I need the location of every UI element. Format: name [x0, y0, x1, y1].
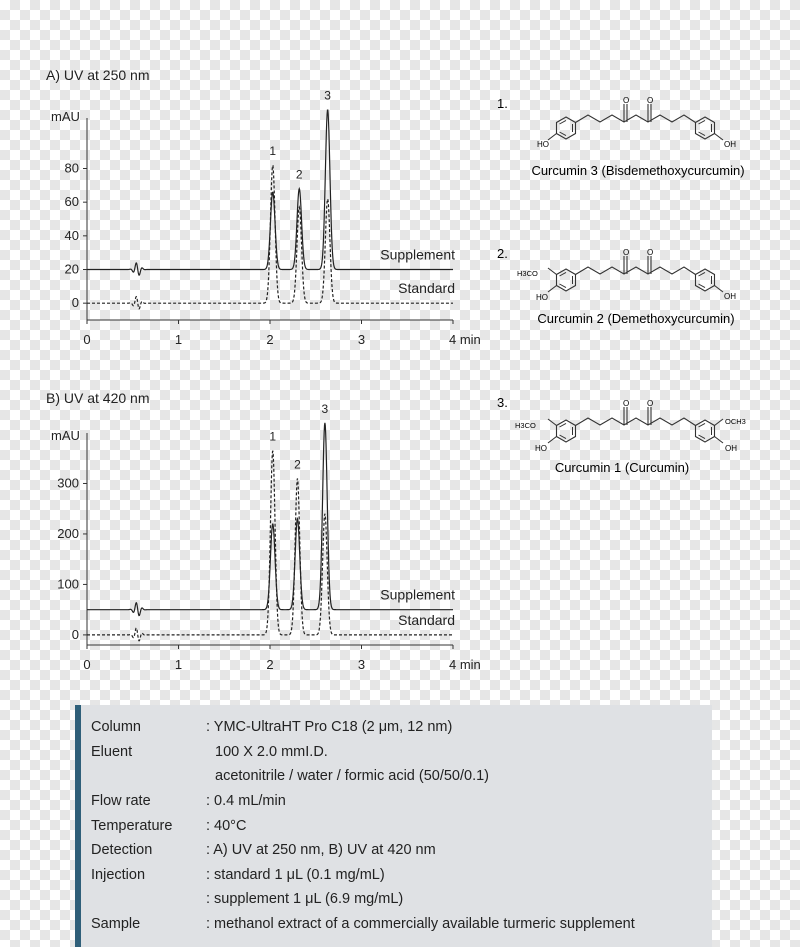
conditions-row: [91, 863, 712, 888]
carbonyl-label: O: [647, 96, 654, 105]
peak-label: 3: [321, 401, 329, 416]
x-tick-label: 0: [83, 657, 91, 672]
conditions-key: Flow rate: [91, 793, 151, 810]
structure-number: 2.: [497, 246, 508, 261]
conditions-row: [91, 813, 712, 838]
x-tick-label: 3: [357, 332, 366, 347]
structure-label: Curcumin 1 (Curcumin): [554, 460, 690, 475]
y-tick-label: 0: [71, 295, 79, 311]
conditions-row: [91, 789, 712, 814]
y-tick-label: 0: [71, 626, 79, 642]
x-tick-label: 4 min: [449, 657, 481, 672]
molecule-drawing: [548, 407, 723, 443]
peak-label: 2: [294, 457, 301, 472]
peak-label: 1: [269, 144, 277, 159]
conditions-value: : methanol extract of a commercially available turmeric supplement: [206, 916, 635, 933]
conditions-value: : 0.4 mL/min: [206, 793, 286, 810]
group-label: HO: [536, 293, 548, 302]
series-label: Standard: [398, 611, 455, 628]
conditions-key: Column: [91, 719, 141, 736]
series-label: Supplement: [380, 246, 455, 263]
y-tick-label: 200: [57, 525, 79, 541]
structure-number: 3.: [497, 395, 508, 410]
molecule-drawing: [548, 256, 723, 292]
conditions-value: 100 X 2.0 mmI.D.: [215, 743, 328, 760]
series-label: Standard: [398, 280, 455, 297]
conditions-row: [91, 715, 712, 740]
structure-label: Curcumin 3 (Bisdemethoxycurcumin): [531, 163, 745, 178]
group-label: OCH3: [725, 417, 746, 426]
peak-label: 2: [295, 167, 303, 182]
y-tick-label: 100: [57, 576, 79, 592]
group-label: HO: [535, 444, 547, 453]
conditions-value: : A) UV at 250 nm, B) UV at 420 nm: [206, 842, 436, 859]
x-tick-label: 3: [357, 657, 366, 672]
group-label: OH: [725, 444, 737, 453]
conditions-value: : YMC-UltraHT Pro C18 (2 μm, 12 nm): [206, 719, 453, 736]
conditions-key: Injection: [91, 866, 146, 883]
conditions-key: Detection: [91, 842, 153, 859]
conditions-row: [91, 740, 712, 765]
chromatogram-b: [46, 390, 481, 672]
structure-2: [497, 246, 736, 326]
x-tick-label: 4 min: [449, 332, 481, 347]
chart-title: B) UV at 420 nm: [46, 390, 150, 406]
conditions-row: [91, 887, 712, 912]
carbonyl-label: O: [647, 399, 654, 408]
carbonyl-label: O: [647, 248, 654, 257]
y-tick-label: 20: [64, 261, 79, 277]
conditions-row: [91, 912, 712, 937]
x-tick-label: 0: [83, 332, 91, 347]
carbonyl-label: O: [623, 248, 630, 257]
structure-number: 1.: [497, 96, 508, 111]
y-axis-label: mAU: [51, 109, 80, 124]
series-label: Supplement: [380, 586, 455, 603]
structure-3: [497, 395, 746, 475]
group-label: OH: [724, 292, 736, 301]
conditions-key: Sample: [91, 916, 141, 933]
peak-label: 3: [324, 88, 331, 103]
group-label: H3CO: [515, 421, 536, 430]
molecule-drawing: [548, 104, 723, 140]
y-tick-label: 40: [64, 227, 79, 243]
group-label: HO: [537, 140, 549, 149]
conditions-key: Eluent: [91, 743, 133, 760]
y-axis-label: mAU: [51, 428, 80, 443]
structure-label: Curcumin 2 (Demethoxycurcumin): [537, 311, 735, 326]
chromatogram-a: [46, 67, 481, 347]
conditions-value: : standard 1 μL (0.1 mg/mL): [206, 866, 385, 883]
x-tick-label: 1: [174, 332, 183, 347]
group-label: H3CO: [517, 269, 538, 278]
conditions-value: : 40°C: [206, 817, 247, 834]
carbonyl-label: O: [623, 399, 630, 408]
peak-label: 1: [269, 429, 277, 444]
x-tick-label: 2: [266, 657, 274, 672]
chart-title: A) UV at 250 nm: [46, 67, 150, 83]
conditions-panel: [75, 705, 712, 947]
conditions-row: [91, 838, 712, 863]
y-tick-label: 300: [57, 475, 79, 491]
conditions-value: : supplement 1 μL (6.9 mg/mL): [206, 891, 404, 908]
carbonyl-label: O: [623, 96, 630, 105]
conditions-value: acetonitrile / water / formic acid (50/50/0.1): [215, 768, 490, 785]
x-tick-label: 2: [266, 332, 274, 347]
group-label: OH: [724, 140, 736, 149]
structure-1: [497, 96, 745, 178]
x-tick-label: 1: [174, 657, 183, 672]
y-tick-label: 80: [64, 160, 79, 176]
conditions-row: [91, 764, 712, 789]
y-tick-label: 60: [64, 194, 79, 210]
conditions-key: Temperature: [91, 817, 173, 834]
